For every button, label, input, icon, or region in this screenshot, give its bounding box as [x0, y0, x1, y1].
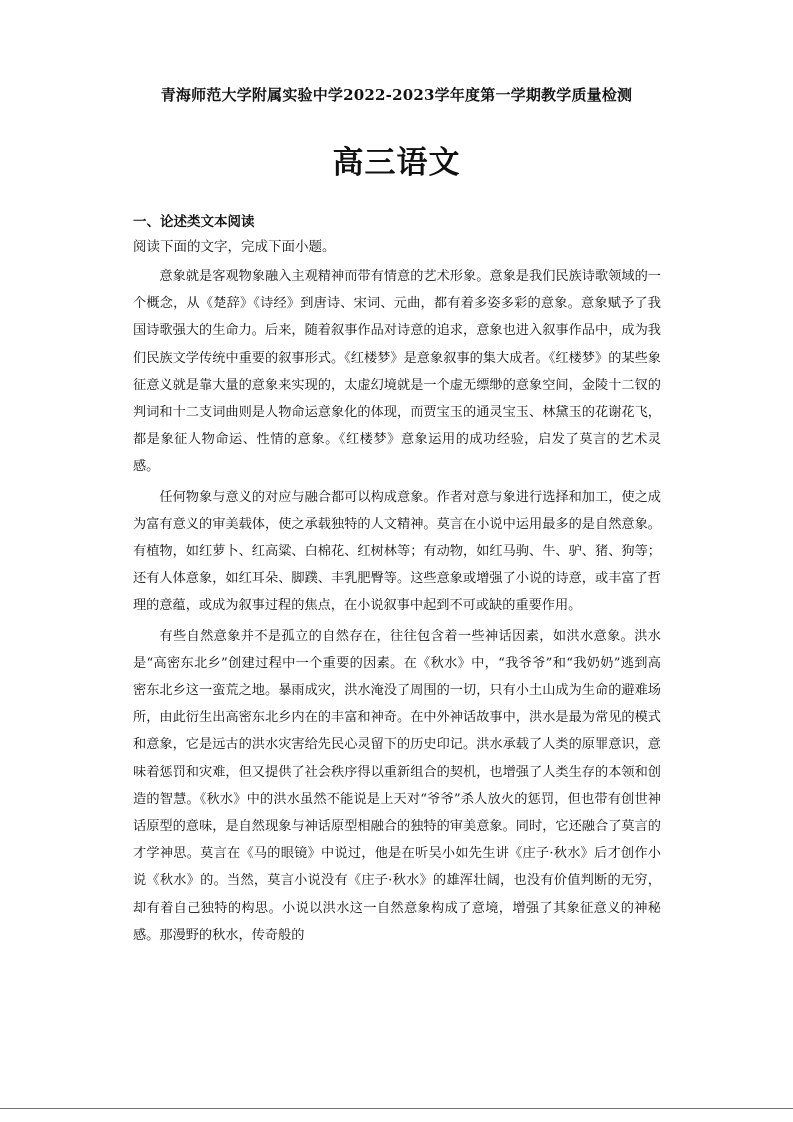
paragraph-2: 任何物象与意义的对应与融合都可以构成意象。作者对意与象进行选择和加工，使之成为富有意义的审美载体，使之承载独特的人文精神。莫言在小说中运用最多的是自然意象。有植物，如红萝卜、红高粱、白棉花、红树林等；有动物，如红马驹、牛、驴、猪、狗等；还有人体意象，如红耳朵、脚蹼、丰乳肥臀等。这些意象或增强了小说的诗意，或丰富了哲理的意蕴，或成为叙事过程的焦点，在小说叙事中起到不可或缺的重要作用。: [133, 489, 661, 614]
page-bottom-rule: [0, 1108, 793, 1109]
exam-header: 青海师范大学附属实验中学2022-2023学年度第一学期教学质量检测: [160, 86, 633, 104]
page-title: 高三语文: [332, 145, 461, 181]
paragraph-3: 有些自然意象并不是孤立的自然存在，往往包含着一些神话因素，如洪水意象。洪水是“高密东北乡”创建过程中一个重要的因素。在《秋水》中，“我爷爷”和“我奶奶”逃到高密东北乡这一蛮荒之地。暴雨成灾，洪水淹没了周围的一切，只有小土山成为生命的避难场所，由此衍生出高密东北乡内在的丰富和神奇。在中外神话故事中，洪水是最为常见的模式和意象，它是远古的洪水灾害给先民心灵留下的历史印记。洪水承载了人类的原罪意识，意味着惩罚和灾难，但又提供了社会秩序得以重新组合的契机，也增强了人类生存的本领和创造的智慧。《秋水》中的洪水虽然不能说是上天对“爷爷”杀人放火的惩罚，但也带有创世神话原型的意味，是自然现象与神话原型相融合的独特的审美意象。同时，它还融合了莫言的才学神思。莫言在《马的眼镜》中说过，他是在听吴小如先生讲《庄子·秋水》后才创作小说《秋水》的。当然，莫言小说没有《庄子·秋水》的雄浑壮阔，也没有价值判断的无穷，却有着自己独特的构思。小说以洪水这一自然意象构成了意境，增强了其象征意义的神秘感。那漫野的秋水，传奇般的: [133, 628, 661, 943]
passage-body: [133, 263, 661, 952]
paragraph-1: 意象就是客观物象融入主观精神而带有情意的艺术形象。意象是我们民族诗歌领域的一个概念，从《楚辞》《诗经》到唐诗、宋词、元曲，都有着多姿多彩的意象。意象赋予了我国诗歌强大的生命力。后来，随着叙事作品对诗意的追求，意象也进入叙事作品中，成为我们民族文学传统中重要的叙事形式。《红楼梦》是意象叙事的集大成者。《红楼梦》的某些象征意义就是靠大量的意象来实现的，太虚幻境就是一个虚无缥缈的意象空间，金陵十二钗的判词和十二支词曲则是人物命运意象化的体现，而贾宝玉的通灵宝玉、林黛玉的花谢花飞，都是象征人物命运、性情的意象。《红楼梦》意象运用的成功经验，启发了莫言的艺术灵感。: [133, 269, 661, 475]
reading-instruction: 阅读下面的文字，完成下面小题。: [133, 239, 336, 255]
section-heading: 一、论述类文本阅读: [133, 214, 255, 230]
